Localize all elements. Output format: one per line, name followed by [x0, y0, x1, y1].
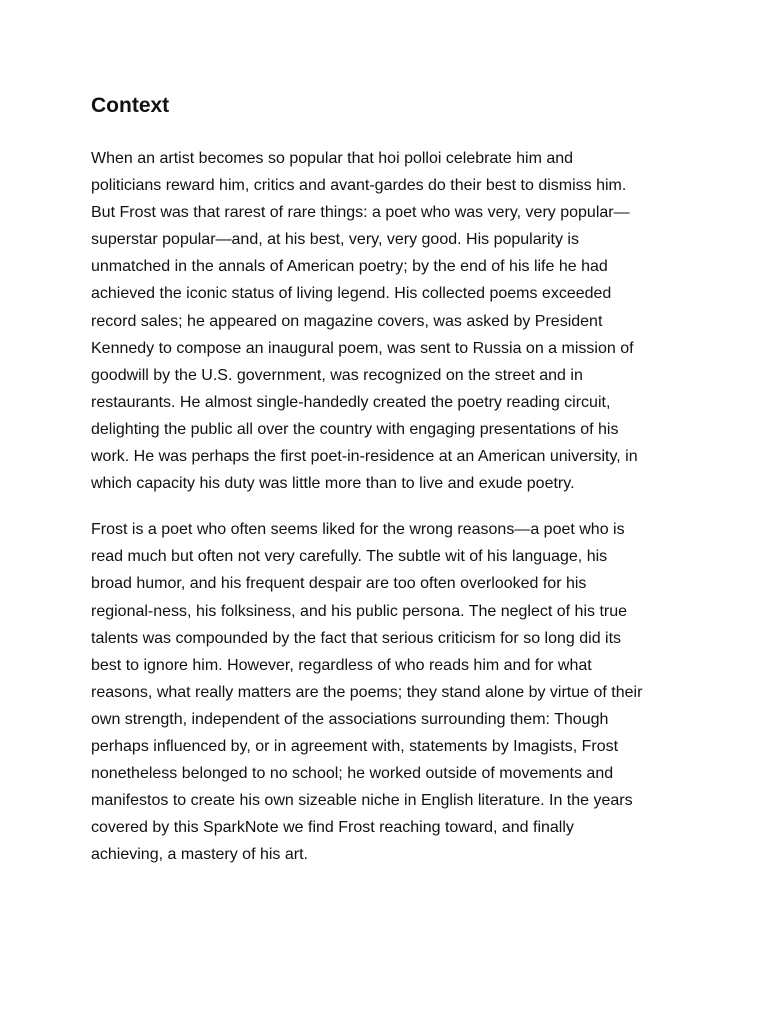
paragraph-line: read much but often not very carefully. The subtle wit of his language, his	[91, 548, 608, 566]
paragraph-line: broad humor, and his frequent despair are too often overlooked for his	[91, 575, 587, 593]
paragraph-line: superstar popular—and, at his best, very, very good. His popularity is	[91, 231, 579, 249]
document-content	[91, 92, 681, 868]
paragraph-line: best to ignore him. However, regardless of who reads him and for what	[91, 656, 592, 674]
paragraph-line: regional-ness, his folksiness, and his public persona. The neglect of his true	[91, 602, 628, 620]
paragraph-line: nonetheless belonged to no school; he worked outside of movements and	[91, 765, 614, 783]
paragraph-line: own strength, independent of the associations surrounding them: Though	[91, 710, 609, 728]
paragraph-line: Kennedy to compose an inaugural poem, was sent to Russia on a mission of	[91, 339, 634, 357]
paragraph-line: unmatched in the annals of American poetry; by the end of his life he had	[91, 258, 608, 276]
paragraph-line: work. He was perhaps the first poet-in-residence at an American university, in	[91, 448, 638, 466]
paragraph-line: politicians reward him, critics and avant-gardes do their best to dismiss him.	[91, 177, 627, 195]
paragraph-line: manifestos to create his own sizeable niche in English literature. In the years	[91, 792, 633, 810]
paragraph-line: perhaps influenced by, or in agreement with, statements by Imagists, Frost	[91, 737, 619, 755]
paragraph-line: covered by this SparkNote we find Frost reaching toward, and finally	[91, 819, 574, 837]
paragraph-line: achieved the iconic status of living legend. His collected poems exceeded	[91, 285, 612, 303]
section-heading: Context	[91, 94, 170, 117]
paragraph-line: When an artist becomes so popular that hoi polloi celebrate him and	[91, 150, 574, 167]
paragraph-line: reasons, what really matters are the poems; they stand alone by virtue of their	[91, 683, 643, 701]
paragraph-line: But Frost was that rarest of rare things: a poet who was very, very popular—	[91, 204, 630, 222]
paragraph-2	[91, 516, 681, 868]
paragraph-line: Frost is a poet who often seems liked for the wrong reasons—a poet who is	[91, 521, 625, 539]
paragraph-line: goodwill by the U.S. government, was recognized on the street and in	[91, 366, 583, 384]
paragraph-line: which capacity his duty was little more than to live and exude poetry.	[91, 475, 575, 493]
paragraph-line: record sales; he appeared on magazine covers, was asked by President	[91, 312, 603, 330]
paragraph-line: delighting the public all over the country with engaging presentations of his	[91, 420, 619, 438]
paragraph-line: restaurants. He almost single-handedly created the poetry reading circuit,	[91, 393, 611, 411]
paragraph-1	[91, 145, 681, 497]
paragraph-line: talents was compounded by the fact that serious criticism for so long did its	[91, 629, 622, 647]
paragraph-line: achieving, a mastery of his art.	[91, 846, 308, 864]
